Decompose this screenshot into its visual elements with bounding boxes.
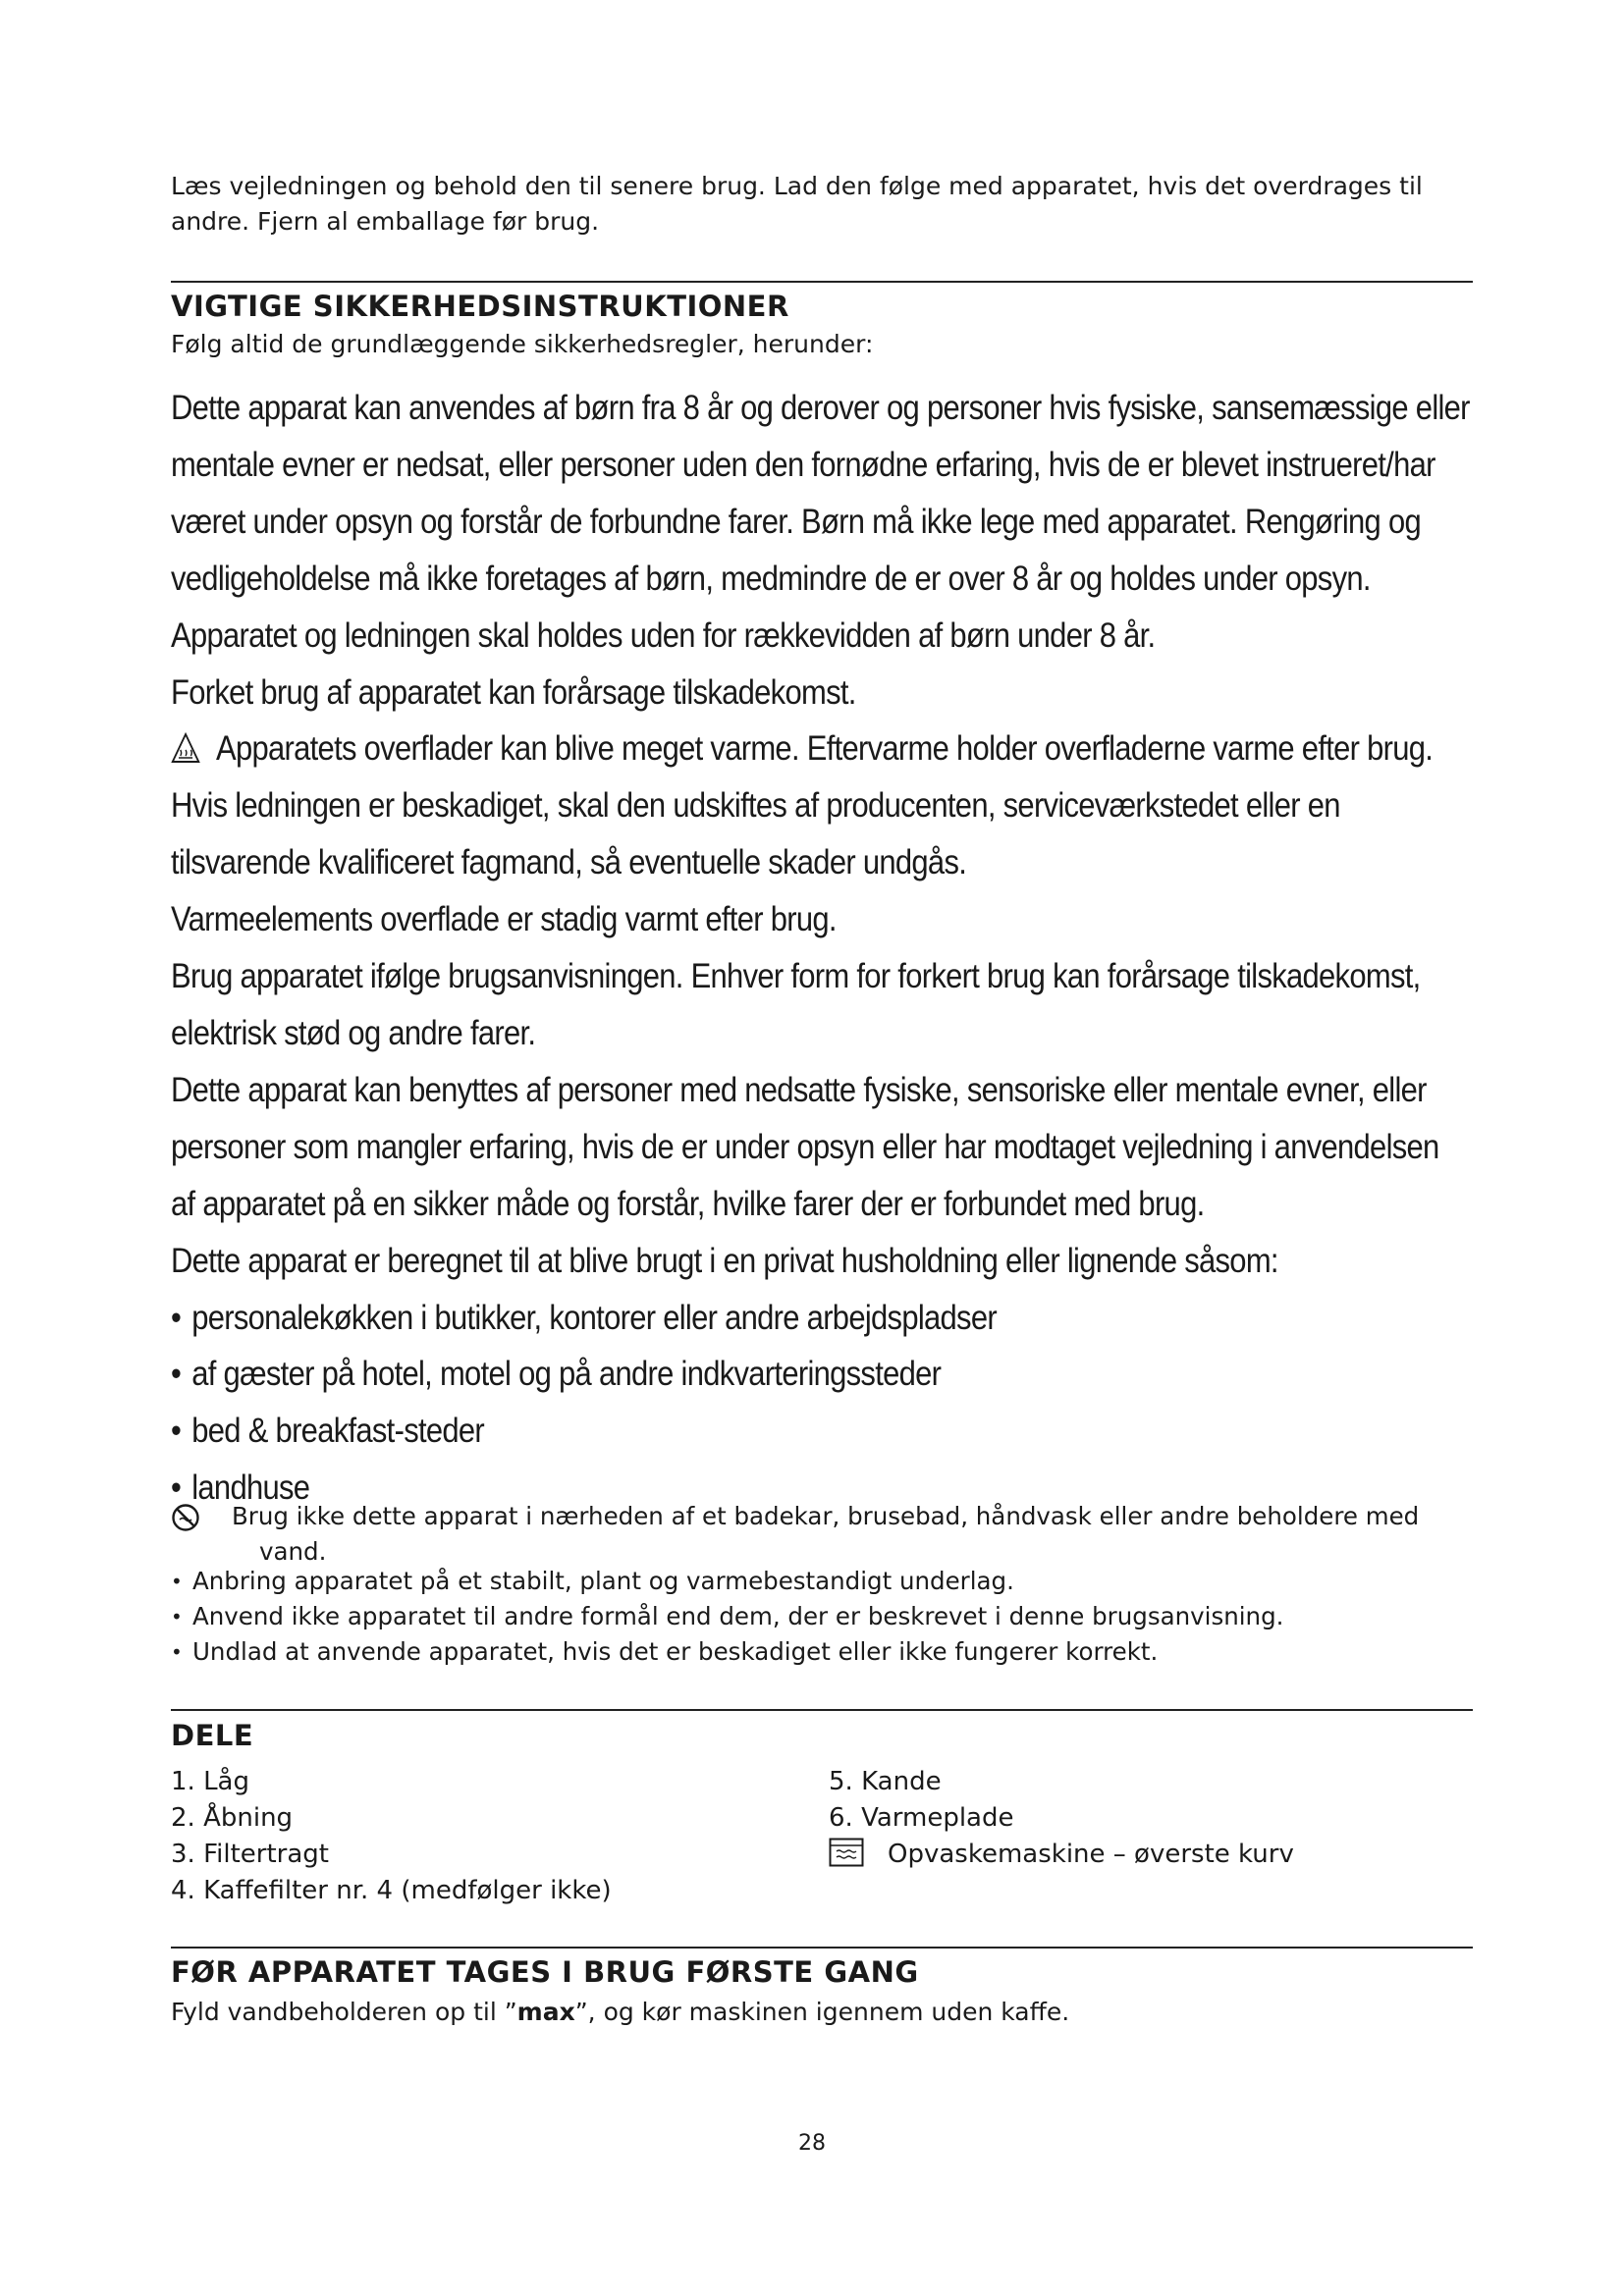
hot-surface-warning xyxy=(171,721,1475,777)
bullet-dot: • xyxy=(171,1412,182,1451)
safety-subtitle: Følg altid de grundlæggende sikkerhedsregler, herunder: xyxy=(171,330,874,358)
safety-line: Dette apparat er beregnet til at blive brugt i en privat husholdning eller lignende såsom: xyxy=(171,1241,1278,1280)
small-bullet: • Anvend ikke apparatet til andre formål end dem, der er beskrevet i denne brugsanvisning. xyxy=(171,1599,1283,1634)
parts-left-column xyxy=(171,1764,612,1909)
usage-bullet-text: af gæster på hotel, motel og på andre indkvarteringssteder xyxy=(191,1355,942,1394)
first-use-section xyxy=(171,1954,1473,2029)
usage-bullet xyxy=(171,1290,1475,1347)
bullet-dot: • xyxy=(171,1355,182,1394)
intro-line-1: Læs vejledningen og behold den til senere brug. Lad den følge med apparatet, hvis det overdrages til xyxy=(171,172,1423,200)
safety-instructions xyxy=(171,380,1475,1517)
usage-bullet-text: landhuse xyxy=(191,1468,310,1508)
safety-line: af apparatet på en sikker måde og forstår, hvilke farer der er forbundet med brug. xyxy=(171,1184,1205,1223)
dishwasher-item xyxy=(829,1837,1294,1873)
usage-bullet xyxy=(171,1346,1475,1403)
usage-bullet-text: bed & breakfast-steder xyxy=(191,1412,485,1451)
bullet-dot: • xyxy=(171,1468,182,1508)
section-divider xyxy=(171,1947,1473,1949)
safety-line: Brug apparatet ifølge brugsanvisningen. Enhver form for forkert brug kan forårsage tilskadekomst, xyxy=(171,957,1421,996)
safety-line: personer som mangler erfaring, hvis de er under opsyn eller har modtaget vejledning i anvendelsen xyxy=(171,1127,1439,1166)
part-item: 4. Kaffefilter nr. 4 (medfølger ikke) xyxy=(171,1876,612,1905)
safety-line: Apparatet og ledningen skal holdes uden for rækkevidden af børn under 8 år. xyxy=(171,615,1156,655)
usage-bullet xyxy=(171,1403,1475,1460)
no-water-line-2: vand. xyxy=(259,1537,327,1566)
parts-heading: DELE xyxy=(171,1719,254,1752)
safety-header xyxy=(171,289,1473,361)
parts-right-column xyxy=(829,1764,1294,1873)
safety-line: elektrisk stød og andre farer. xyxy=(171,1013,536,1052)
part-item: 1. Låg xyxy=(171,1767,249,1796)
hot-surface-icon xyxy=(171,732,200,764)
first-use-heading: FØR APPARATET TAGES I BRUG FØRSTE GANG xyxy=(171,1955,919,1989)
intro-line-2: andre. Fjern al emballage før brug. xyxy=(171,207,600,236)
first-use-text xyxy=(171,1996,1473,2029)
safety-line: Varmeelements overflade er stadig varmt efter brug. xyxy=(171,900,837,939)
no-water-line-1: Brug ikke dette apparat i nærheden af et badekar, brusebad, håndvask eller andre beholdere med xyxy=(232,1502,1420,1530)
safety-line: tilsvarende kvalificeret fagmand, så eventuelle skader undgås. xyxy=(171,843,967,882)
dishwasher-text: Opvaskemaskine – øverste kurv xyxy=(888,1840,1294,1869)
intro-text xyxy=(171,169,1473,240)
safety-line: Hvis ledningen er beskadiget, skal den udskiftes af producenten, serviceværkstedet eller en xyxy=(171,786,1340,826)
small-bullet: • Anbring apparatet på et stabilt, plant og varmebestandigt underlag. xyxy=(171,1564,1283,1599)
part-item: 2. Åbning xyxy=(171,1803,294,1833)
first-use-text-end: ”, og kør maskinen igennem uden kaffe. xyxy=(574,1998,1070,2026)
no-water-warning xyxy=(171,1499,1477,1570)
safety-line: Dette apparat kan anvendes af børn fra 8 år og derover og personer hvis fysiske, sansemæssige eller xyxy=(171,389,1470,427)
dishwasher-icon xyxy=(829,1838,864,1867)
part-item: 6. Varmeplade xyxy=(829,1803,1014,1833)
no-water-icon xyxy=(171,1503,200,1532)
safety-heading: VIGTIGE SIKKERHEDSINSTRUKTIONER xyxy=(171,290,789,323)
part-item: 5. Kande xyxy=(829,1767,942,1796)
small-bullet-list xyxy=(171,1564,1283,1670)
first-use-max-label: max xyxy=(516,1998,575,2026)
safety-line: Forket brug af apparatet kan forårsage tilskadekomst. xyxy=(171,672,856,712)
usage-bullet-text: personalekøkken i butikker, kontorer eller andre arbejdspladser xyxy=(191,1298,997,1337)
hot-warning-text: Apparatets overflader kan blive meget varme. Eftervarme holder overfladerne varme efter brug. xyxy=(216,729,1434,769)
safety-line: vedligeholdelse må ikke foretages af børn, medmindre de er over 8 år og holdes under opsyn. xyxy=(171,559,1371,598)
section-divider xyxy=(171,1709,1473,1711)
part-item: 3. Filtertragt xyxy=(171,1840,329,1869)
small-bullet: • Undlad at anvende apparatet, hvis det er beskadiget eller ikke fungerer korrekt. xyxy=(171,1634,1283,1670)
parts-section xyxy=(171,1718,1473,1753)
safety-line: været under opsyn og forstår de forbundne farer. Børn må ikke lege med apparatet. Rengøring og xyxy=(171,502,1422,541)
first-use-text-start: Fyld vandbeholderen op til ” xyxy=(171,1998,517,2026)
bullet-dot: • xyxy=(171,1298,182,1337)
safety-line: Dette apparat kan benyttes af personer med nedsatte fysiske, sensoriske eller mentale evner, eller xyxy=(171,1070,1427,1109)
page-number: 28 xyxy=(798,2131,826,2156)
safety-line: mentale evner er nedsat, eller personer uden den fornødne erfaring, hvis de er blevet instrueret/har xyxy=(171,445,1435,484)
section-divider xyxy=(171,281,1473,283)
